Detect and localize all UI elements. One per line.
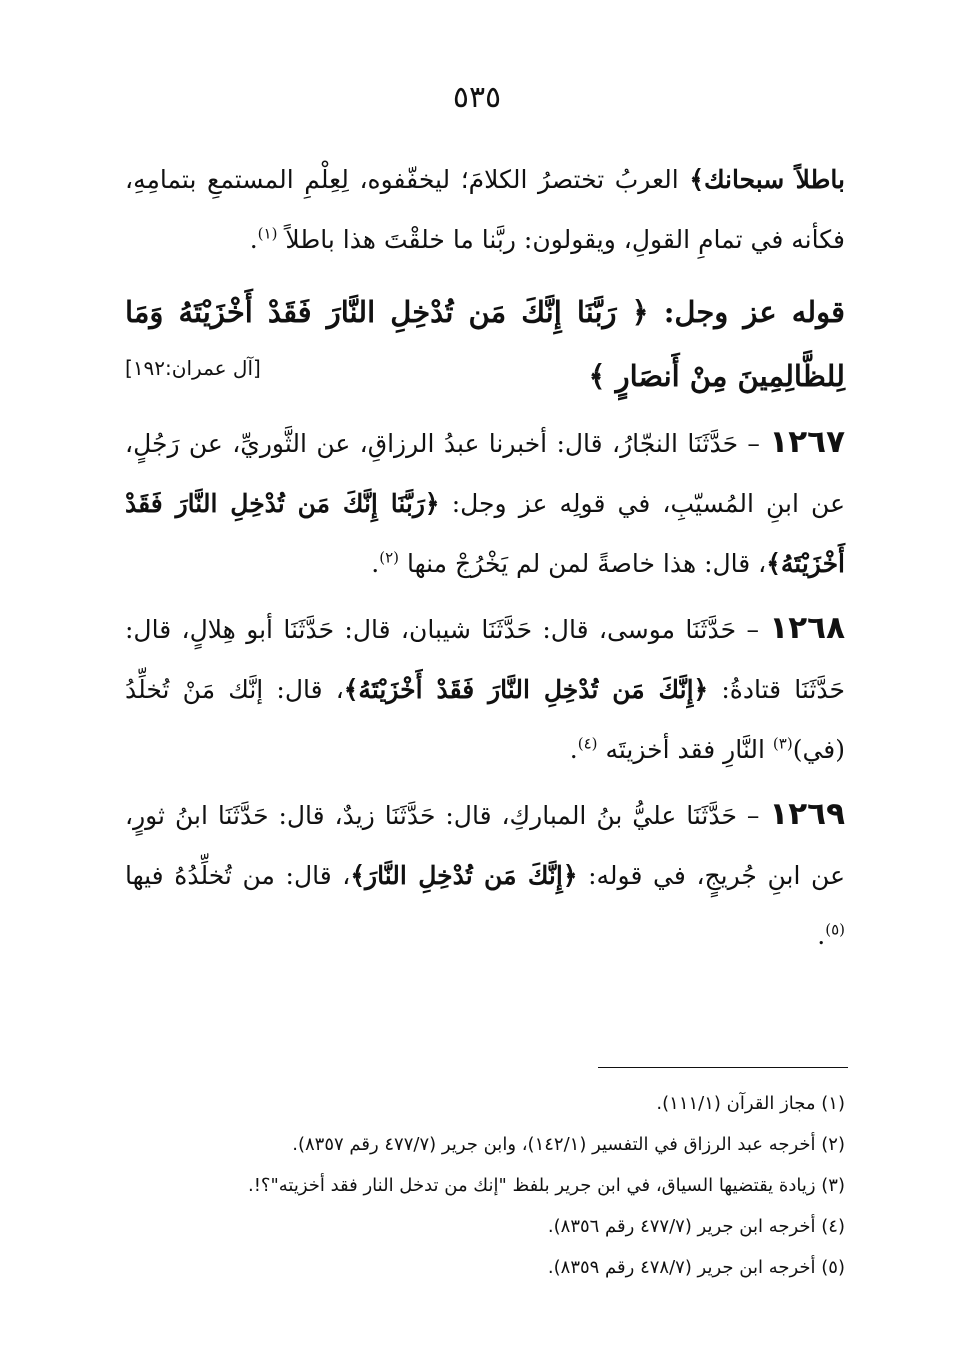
verse-text: ﴿ رَبَّنَا إِنَّكَ مَن تُدْخِلِ النَّارَ فَقَدْ أَخْزَيْتَهُ وَمَا لِلظَّالِمِينَ مِنْ أَنصَارٍ ﴾ (125, 295, 845, 393)
footnote-4: (٤) أخرجه ابن جرير (٤٧٧/٧ رقم ٨٣٥٦). (547, 1216, 845, 1237)
footnote-ref-1: (١) (257, 224, 278, 243)
hadith-end: . (371, 549, 380, 578)
page-number: ٥٣٥ (452, 80, 502, 115)
intro-quote: باطلاً سبحانك﴾ (689, 165, 845, 194)
verse-citation: [آل عمران:١٩٢] (125, 356, 261, 380)
hadith-chain: – حَدَّثَنَا النجّارُ، قال: أخبرنا عبدُ الرزاقِ، عن الثَّوريِّ، عن رَجُلٍ، عن ابنِ المُسيّبِ، في قولِه عز وجل: (125, 429, 846, 518)
intro-paragraph (125, 150, 845, 270)
hadith-quote: ﴿رَبَّنَا إِنَّكَ مَن تُدْخِلِ النَّارَ فَقَدْ أَخْزَيْتَهُ﴾ (125, 489, 845, 578)
hadith-1269 (125, 784, 845, 966)
hadith-comment: ، قال: من تُخلِّدُهُ فيها (125, 861, 351, 890)
verse-heading (125, 280, 845, 408)
hadith-number: ١٢٦٩ (769, 796, 845, 832)
footnote-ref-3: (٣) (772, 734, 793, 753)
hadith-1268 (125, 598, 845, 780)
hadith-chain: – حَدَّثَنَا موسى، قال: حَدَّثَنَا شيبان، قال: حَدَّثَنَا أبو هِلالٍ، قال: حَدَّثَنَا قتادةُ: (125, 615, 845, 704)
verse-lead: قوله عز وجل: (663, 295, 845, 329)
footnote-3: (٣) زيادة يقتضيها السياق، في ابن جرير بلفظ "إنك من تدخل النار فقد أخزيته"؟!. (247, 1175, 845, 1196)
hadith-comment: ، قال: هذا خاصةً لمن لم يَخْرُجْ منها (406, 549, 767, 578)
footnote-separator (598, 1067, 848, 1068)
hadith-1267 (125, 412, 845, 594)
footnotes (125, 1083, 845, 1288)
hadith-comment-continued: النَّارِ فقد أخزيتَه (605, 735, 765, 764)
hadith-number: ١٢٦٨ (769, 610, 845, 646)
footnote-1: (١) مجاز القرآن (١١١/١). (656, 1093, 845, 1114)
intro-text: العربُ تختصرُ الكلامَ؛ ليخفّفوه، لِعِلْمِ المستمعِ بتمامِهِ، فكأنه في تمامِ القولِ، ويقولون: ربَّنا ما خلقْتَ هذا باطلاً (125, 165, 845, 254)
footnote-ref-4: (٤) (577, 734, 598, 753)
footnote-ref-5: (٥) (825, 920, 845, 939)
main-text (125, 150, 845, 966)
hadith-quote: ﴿إِنَّكَ مَن تُدْخِلِ النَّارَ فَقَدْ أَخْزَيْتَهُ﴾ (343, 675, 709, 704)
hadith-number: ١٢٦٧ (769, 424, 845, 460)
footnote-2: (٢) أخرجه عبد الرزاق في التفسير (١٤٢/١)، وابن جرير (٤٧٧/٧ رقم ٨٣٥٧). (292, 1134, 845, 1155)
hadith-quote: ﴿إِنَّكَ مَن تُدْخِلِ النَّارَ﴾ (350, 861, 578, 890)
footnote-5: (٥) أخرجه ابن جرير (٤٧٨/٧ رقم ٨٣٥٩). (547, 1257, 845, 1278)
hadith-chain: – حَدَّثَنَا عليُّ بنُ المباركِ، قال: حَدَّثَنَا زيدٌ، قال: حَدَّثَنَا ابنُ ثورٍ، عن ابنِ جُريجٍ، في قوله: (125, 801, 845, 890)
intro-end: . (249, 225, 258, 254)
footnote-ref-2: (٢) (379, 548, 400, 567)
hadith-comment: ، قال: إنَّك مَنْ تُخلِّدُ (في) (125, 675, 845, 764)
hadith-end: . (817, 921, 826, 950)
hadith-end: . (569, 735, 578, 764)
